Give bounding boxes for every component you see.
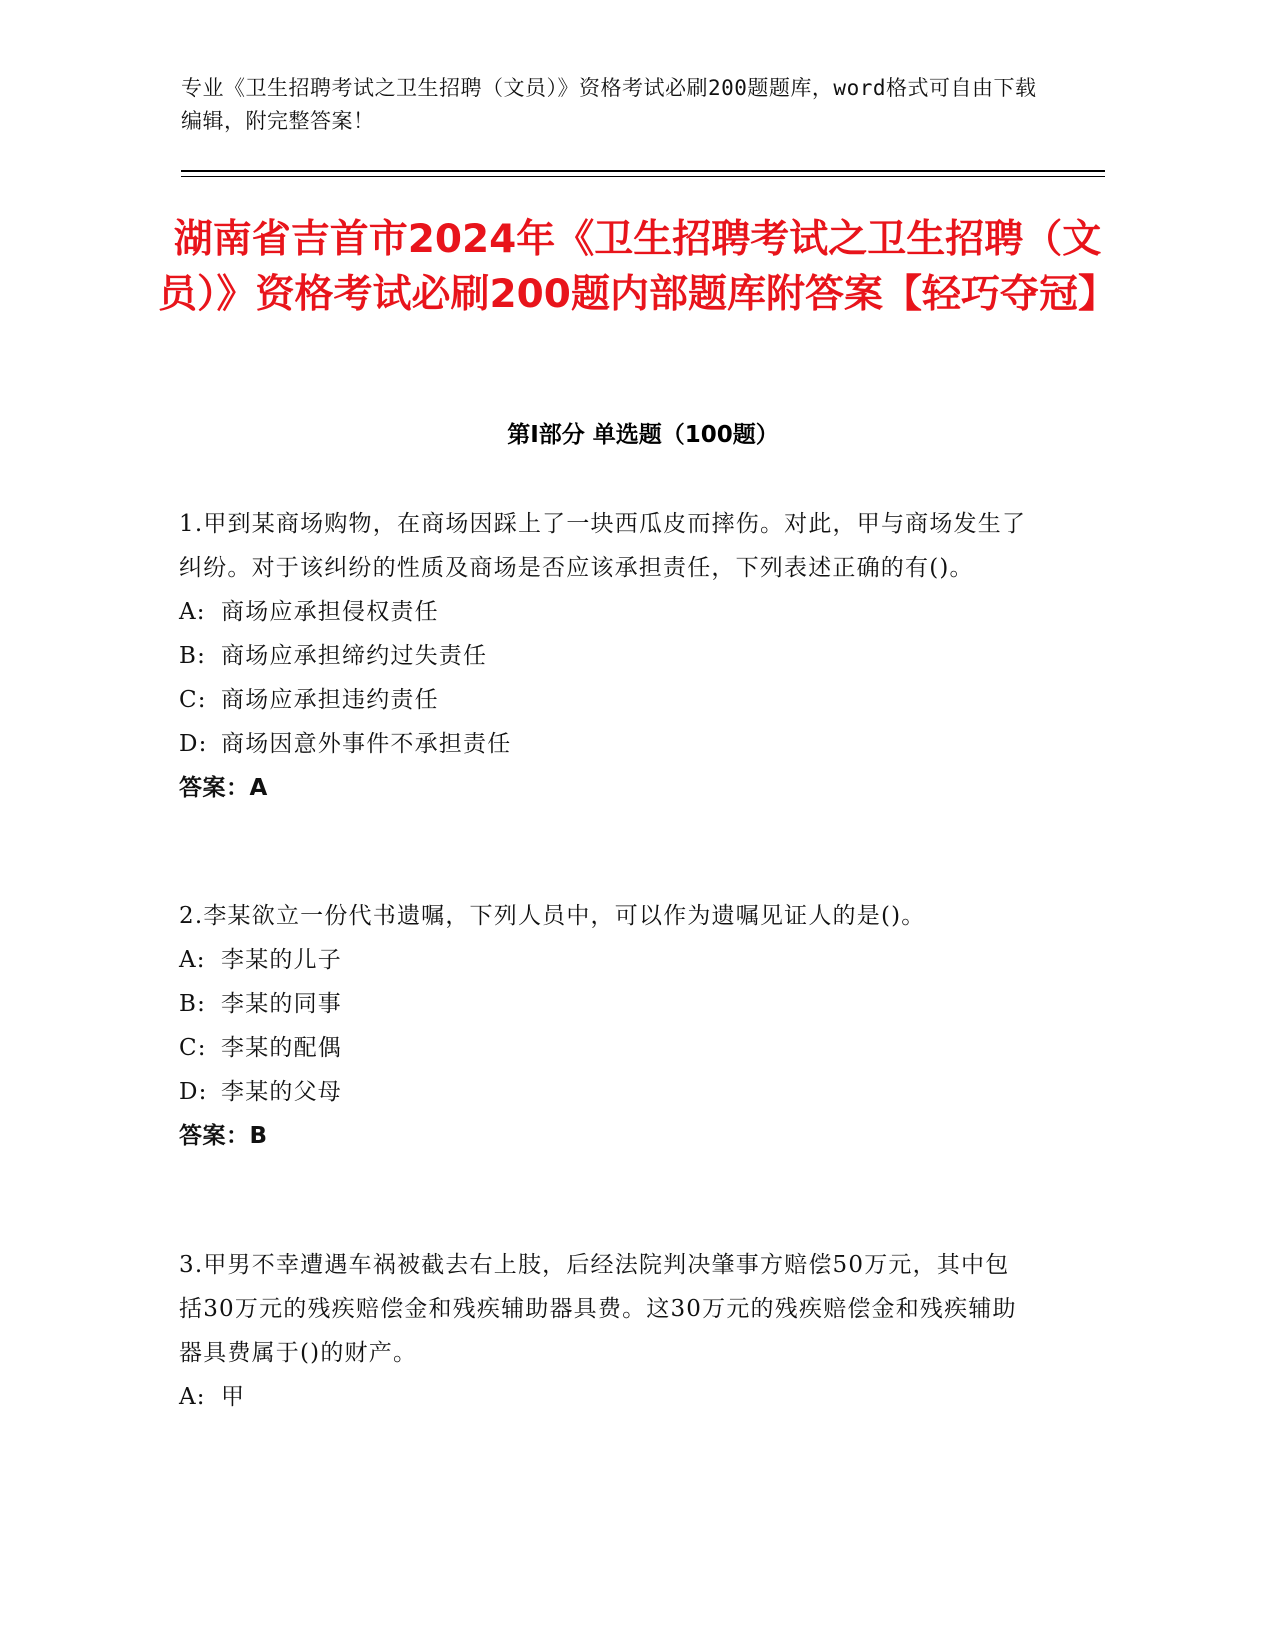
option-text: 商场因意外事件不承担责任 <box>221 731 512 757</box>
option-letter: A: <box>179 1384 206 1410</box>
option-b <box>179 634 1029 678</box>
option-a <box>179 938 1029 982</box>
option-a <box>179 1375 1029 1419</box>
header-note: 专业《卫生招聘考试之卫生招聘（文员）》资格考试必刷200题题库，word格式可自由下载编辑，附完整答案！ <box>181 76 1037 133</box>
option-c <box>179 678 1029 722</box>
header-divider-thick <box>181 170 1105 172</box>
question-stem: 3.甲男不幸遭遇车祸被截去右上肢，后经法院判决肇事方赔偿50万元，其中包括30万元的残疾赔偿金和残疾辅助器具费。这30万元的残疾赔偿金和残疾辅助器具费属于()的财产。 <box>179 1252 1017 1366</box>
option-d <box>179 722 1029 766</box>
option-text: 李某的同事 <box>221 991 342 1017</box>
option-text: 甲 <box>221 1384 246 1410</box>
option-c <box>179 1026 1029 1070</box>
question-stem: 2.李某欲立一份代书遗嘱，下列人员中，可以作为遗嘱见证人的是()。 <box>179 903 926 929</box>
option-text: 商场应承担缔约过失责任 <box>221 643 488 669</box>
option-text: 商场应承担违约责任 <box>221 687 439 713</box>
option-letter: C: <box>179 687 207 713</box>
option-d <box>179 1070 1029 1114</box>
option-letter: A: <box>179 947 206 973</box>
question-block <box>179 1243 1029 1419</box>
option-letter: B: <box>179 643 207 669</box>
option-text: 李某的父母 <box>221 1079 342 1105</box>
answer-line: 答案：A <box>179 775 268 801</box>
section-title: 第Ⅰ部分 单选题（100题） <box>507 422 779 448</box>
question-block <box>179 502 1029 810</box>
option-a <box>179 590 1029 634</box>
header-divider-thin <box>181 176 1105 177</box>
option-text: 商场应承担侵权责任 <box>221 599 439 625</box>
question-stem: 1.甲到某商场购物，在商场因踩上了一块西瓜皮而摔伤。对此，甲与商场发生了纠纷。对于该纠纷的性质及商场是否应该承担责任，下列表述正确的有()。 <box>179 511 1027 581</box>
option-b <box>179 982 1029 1026</box>
document-title: 湖南省吉首市2024年《卫生招聘考试之卫生招聘（文员）》资格考试必刷200题内部题库附答案【轻巧夺冠】 <box>158 217 1117 317</box>
option-letter: B: <box>179 991 207 1017</box>
option-letter: C: <box>179 1035 207 1061</box>
option-text: 李某的儿子 <box>221 947 342 973</box>
option-letter: D: <box>179 731 208 757</box>
question-block <box>179 894 1029 1158</box>
option-text: 李某的配偶 <box>221 1035 342 1061</box>
option-letter: D: <box>179 1079 208 1105</box>
answer-line: 答案：B <box>179 1123 268 1149</box>
option-letter: A: <box>179 599 206 625</box>
